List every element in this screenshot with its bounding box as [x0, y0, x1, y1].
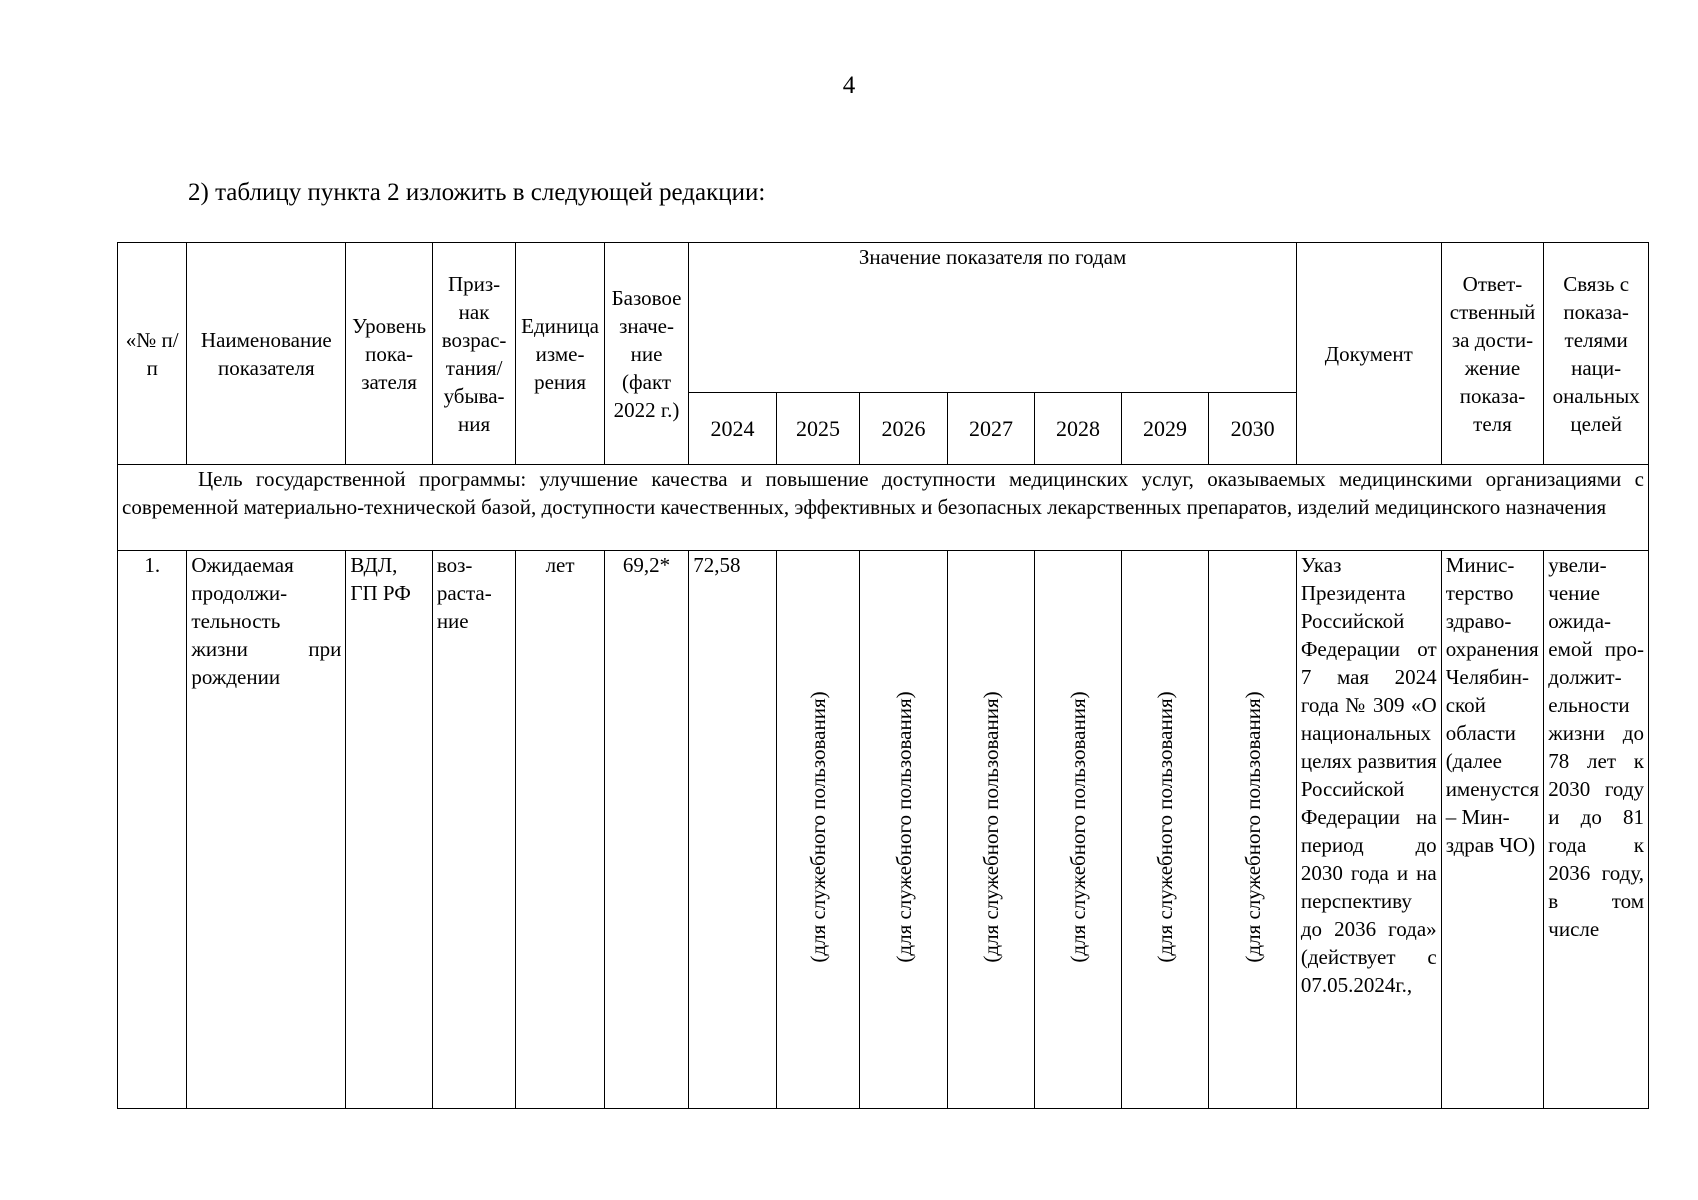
year-header: 2024 [689, 393, 777, 465]
col-header-link: Связь с показателями национальных целей [1544, 243, 1649, 465]
row-value-2024: 72,58 [689, 551, 777, 1109]
table-row [118, 551, 1649, 1109]
col-header-unit: Единица измерения [516, 243, 605, 465]
col-header-base: Базовое значение (факт 2022 г.) [604, 243, 688, 465]
row-unit: лет [516, 551, 605, 1109]
page-number: 4 [842, 72, 856, 99]
row-value-2029 [1121, 551, 1209, 1109]
year-header: 2028 [1035, 393, 1122, 465]
restricted-note: (для служебного пользования) [1153, 691, 1178, 963]
row-base-value: 69,2* [604, 551, 688, 1109]
col-header-level: Уровень показателя [346, 243, 433, 465]
row-document: Указ Президента Российской Федерации от 7 мая 2024 года № 309 «О национальных целях развития Российской Федерации на период до 2030 года и на перспективу до 2036 года» (действует с 07.05.2024г., [1296, 551, 1441, 1109]
restricted-note: (для служебного пользования) [1240, 691, 1265, 963]
year-header: 2026 [860, 393, 948, 465]
restricted-note: (для служебного пользования) [979, 691, 1004, 963]
row-value-2028 [1035, 551, 1122, 1109]
row-link: увеличение ожидаемой продолжительности жизни до 78 лет к 2030 году и до 81 года к 2036 году, в том числе [1544, 551, 1649, 1109]
row-name: Ожидаемая продолжительность жизни при рождении [187, 551, 346, 1109]
row-responsible: Министерство здравоохранения Челябинской области (далее именустся – Минздрав ЧО) [1441, 551, 1544, 1109]
instruction-text: 2) таблицу пункта 2 изложить в следующей редакции: [188, 179, 766, 206]
row-value-2030 [1209, 551, 1297, 1109]
year-header: 2029 [1121, 393, 1209, 465]
col-header-name: Наименование показателя [187, 243, 346, 465]
col-header-document: Документ [1296, 243, 1441, 465]
goal-row [118, 465, 1649, 551]
row-value-2025 [776, 551, 859, 1109]
goal-text: Цель государственной программы: улучшение качества и повышение доступности медицинских услуг, оказываемых медицинскими организациями с современной материально-технической базой, доступности качественных, эффективных и безопасных лекарственных препаратов, изделий медицинского назначения [122, 467, 1644, 519]
col-header-num: «№ п/п [118, 243, 187, 465]
row-value-2026 [860, 551, 948, 1109]
restricted-note: (для служебного пользования) [1066, 691, 1091, 963]
col-header-values-by-year: Значение показателя по годам [689, 243, 1297, 393]
year-header: 2027 [947, 393, 1035, 465]
year-header: 2030 [1209, 393, 1297, 465]
row-level: ВДЛ, ГП РФ [346, 551, 433, 1109]
col-header-responsible: Ответственный за достижение показателя [1441, 243, 1544, 465]
row-num: 1. [118, 551, 187, 1109]
row-trend: возрастание [432, 551, 515, 1109]
restricted-note: (для служебного пользования) [891, 691, 916, 963]
row-value-2027 [947, 551, 1035, 1109]
restricted-note: (для служебного пользования) [806, 691, 831, 963]
indicators-table [117, 242, 1649, 1109]
col-header-trend: Признак возрастания/ убывания [432, 243, 515, 465]
year-header: 2025 [776, 393, 859, 465]
header-row [118, 243, 1649, 393]
